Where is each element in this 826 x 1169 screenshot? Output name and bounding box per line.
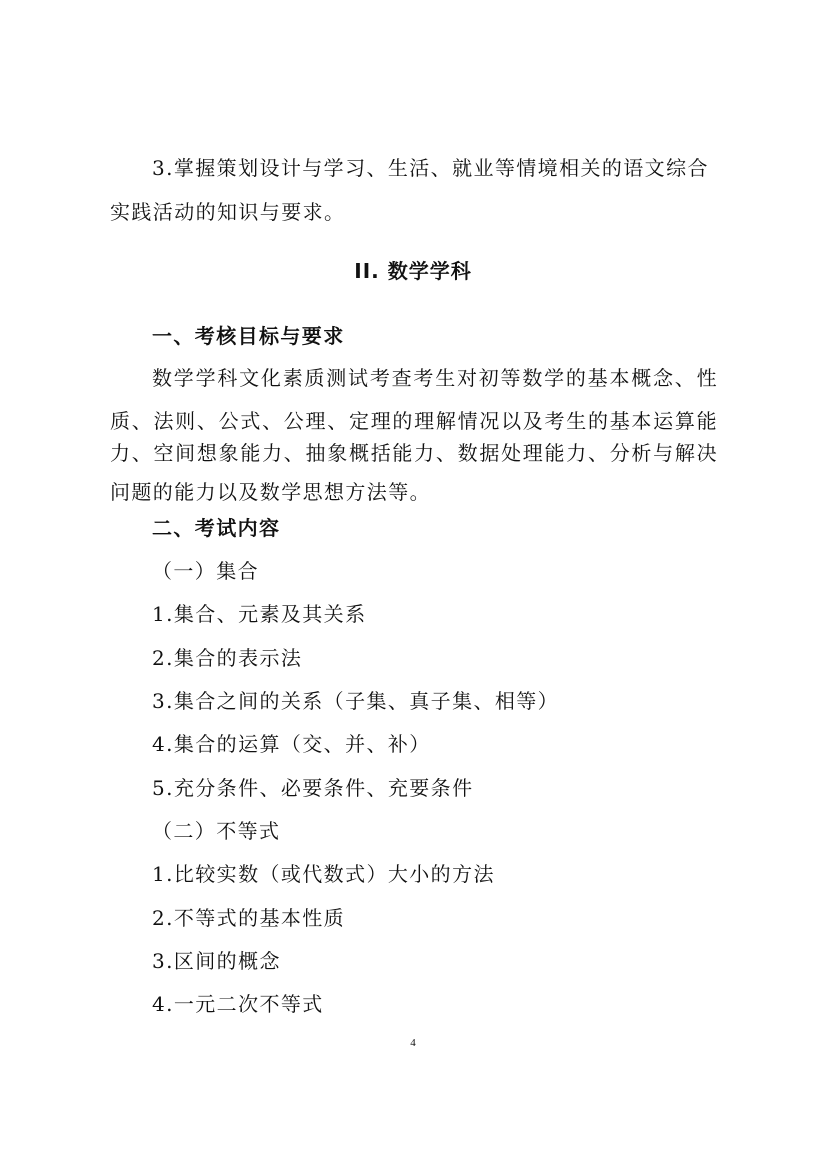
inequalities-title: （二）不等式: [152, 819, 281, 843]
item3-line1: 3.掌握策划设计与学习、生活、就业等情境相关的语文综合: [152, 156, 709, 180]
objectives-paragraph-line4: 问题的能力以及数学思想方法等。: [110, 480, 431, 504]
item3-line2: 实践活动的知识与要求。: [110, 200, 346, 224]
objectives-paragraph-line2: 质、法则、公式、公理、定理的理解情况以及考生的基本运算能: [110, 409, 718, 433]
sets-item-5: 5.充分条件、必要条件、充要条件: [152, 776, 474, 800]
sets-item-4: 4.集合的运算（交、并、补）: [152, 732, 431, 756]
sets-item-1: 1.集合、元素及其关系: [152, 602, 367, 626]
content-heading: 二、考试内容: [152, 516, 281, 540]
objectives-paragraph-line1: 数学学科文化素质测试考查考生对初等数学的基本概念、性: [152, 366, 718, 390]
sets-item-3: 3.集合之间的关系（子集、真子集、相等）: [152, 689, 560, 713]
objectives-heading: 一、考核目标与要求: [152, 324, 345, 348]
section-title: II. 数学学科: [354, 259, 472, 283]
objectives-paragraph-line3: 力、空间想象能力、抽象概括能力、数据处理能力、分析与解决: [110, 441, 718, 465]
inequalities-item-4: 4.一元二次不等式: [152, 992, 324, 1016]
inequalities-item-3: 3.区间的概念: [152, 949, 281, 973]
inequalities-item-1: 1.比较实数（或代数式）大小的方法: [152, 862, 495, 886]
sets-title: （一）集合: [152, 559, 259, 583]
inequalities-item-2: 2.不等式的基本性质: [152, 906, 346, 930]
page-number: 4: [410, 1037, 416, 1049]
sets-item-2: 2.集合的表示法: [152, 646, 303, 670]
